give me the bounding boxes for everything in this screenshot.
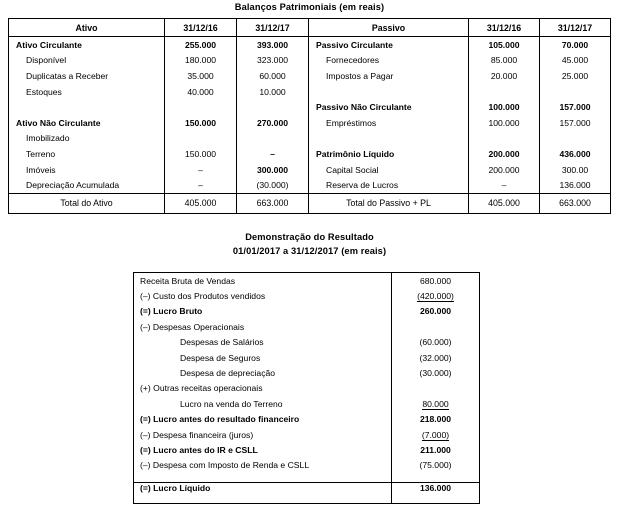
asset-value-2017: – [270,148,275,159]
liability-value-cell [540,146,610,162]
income-statement-row-value: 211.000 [420,444,451,455]
liability-value-2017: 70.000 [561,39,589,50]
asset-row-label: Duplicatas a Receber [26,70,109,81]
asset-row-label: Disponível [26,55,67,66]
liability-value-cell [540,68,610,84]
income-statement-row-label: Despesa de depreciação [180,368,276,379]
liability-value-cell [469,131,539,147]
income-statement-label-column [134,273,391,482]
asset-value-cell [165,146,236,162]
income-statement-row-value: (420.000) [417,291,454,302]
income-statement-title: Demonstração do Resultado [245,232,374,242]
income-statement-row [134,442,391,457]
asset-value-cell [165,177,236,193]
balance-sheet-table [8,18,611,214]
income-statement-row-label: (=) Lucro antes do resultado financeiro [140,414,300,425]
header-ativo: Ativo [9,19,165,37]
income-statement-row [134,350,391,365]
liability-value-2016: 100.000 [488,117,520,128]
income-statement-row-value: (32.000) [419,352,452,363]
asset-row-label: Ativo Circulante [16,39,82,50]
header-ativo-date-2016: 31/12/16 [165,19,237,37]
liability-value-2017: 136.000 [559,180,591,191]
liability-value-cell [540,115,610,131]
asset-row-label: Imóveis [26,164,56,175]
liability-value-2016: 100.000 [488,102,520,113]
income-statement-row [134,412,391,427]
income-statement-row-label: (=) Lucro antes do IR e CSLL [140,444,258,455]
asset-row [9,177,164,193]
asset-value-2016: 35.000 [187,70,214,81]
income-statement-row-label: (–) Custo dos Produtos vendidos [140,291,266,302]
asset-row-label: Depreciação Acumulada [26,180,120,191]
income-statement-value-cell [392,381,479,396]
asset-row-label: Imobilizado [26,133,70,144]
liability-value-2017: 45.000 [561,55,589,66]
liability-value-cell [540,37,610,53]
income-statement-row-label: (=) Lucro Bruto [140,306,203,317]
income-statement-value-cell [392,365,479,380]
liability-row [309,84,468,100]
liability-row [309,99,468,115]
liability-value-2016: 105.000 [488,39,520,50]
asset-value-2016: 40.000 [187,86,214,97]
income-statement-row [134,335,391,350]
liability-value-2017: 436.000 [559,148,591,159]
liability-row [309,146,468,162]
asset-value-cell [165,37,236,53]
liability-values-2016-column [469,37,539,193]
income-statement-value-cell [392,319,479,334]
total-passivo-pl-2016: 405.000 [469,193,540,213]
asset-value-cell [165,68,236,84]
header-ativo-date-2017: 31/12/17 [237,19,309,37]
income-statement-row [134,304,391,319]
income-statement-row [134,458,391,473]
income-statement-net-profit-row [134,483,480,504]
income-statement-spacer [134,473,391,482]
asset-row-label: Terreno [26,148,56,159]
income-statement-value-cell [392,304,479,319]
income-statement-row [134,427,391,442]
liability-row [309,68,468,84]
income-statement-title-block [0,232,619,256]
income-statement-row-label: Despesas de Salários [180,337,264,348]
asset-row [9,84,164,100]
balance-sheet-title: Balanços Patrimoniais (em reais) [234,2,385,12]
liability-label-column [309,37,468,193]
asset-value-2016: – [198,164,203,175]
asset-row [9,115,164,131]
income-statement-row [134,365,391,380]
liability-value-cell [469,53,539,69]
asset-value-cell [237,177,308,193]
income-statement-row-label: (+) Outras receitas operacionais [140,383,263,394]
liability-value-2017: 157.000 [559,117,591,128]
asset-value-2017: (30.000) [256,180,289,191]
income-statement-row-label: Lucro na venda do Terreno [180,398,283,409]
liability-row [309,162,468,178]
asset-label-column [9,37,164,193]
income-statement-row-label: Despesa de Seguros [180,352,261,363]
income-statement-row-value: (60.000) [419,337,452,348]
liability-row [309,177,468,193]
asset-value-cell [237,99,308,115]
income-statement-row-label: Receita Bruta de Vendas [140,275,236,286]
income-statement-row-value: (7.000) [421,429,450,440]
liability-value-cell [469,37,539,53]
liability-value-cell [540,53,610,69]
liability-value-cell [540,177,610,193]
asset-value-2016: – [198,180,203,191]
asset-value-2017: 270.000 [256,117,289,128]
liability-value-cell [540,162,610,178]
liability-value-cell [469,162,539,178]
header-passivo-date-2017: 31/12/17 [540,19,611,37]
asset-row-label: Ativo Não Circulante [16,117,101,128]
asset-row [9,37,164,53]
liability-row [309,53,468,69]
liability-value-cell [469,84,539,100]
liability-row [309,131,468,147]
liability-value-cell [540,131,610,147]
income-statement-row-value: 218.000 [419,414,452,425]
income-statement-row [134,288,391,303]
income-statement-row-value: (30.000) [419,368,452,379]
liability-value-2017: 25.000 [561,70,589,81]
header-passivo: Passivo [309,19,469,37]
liability-value-cell [469,177,539,193]
income-statement-row-value: 80.000 [422,398,449,409]
asset-value-2016: 180.000 [184,55,217,66]
liability-row-label: Patrimônio Líquido [316,148,395,159]
asset-value-cell [237,162,308,178]
liability-value-cell [540,99,610,115]
liability-value-cell [469,115,539,131]
net-profit-value: 136.000 [419,483,452,494]
liability-row-label: Capital Social [326,164,379,175]
header-passivo-date-2016: 31/12/16 [469,19,540,37]
income-statement-value-cell [392,273,479,288]
liability-value-cell [469,99,539,115]
income-statement-row [134,273,391,288]
asset-value-2016: 150.000 [184,117,217,128]
asset-value-cell [165,84,236,100]
liability-row [309,115,468,131]
income-statement-value-cell [392,350,479,365]
balance-sheet-header-row [9,19,611,37]
asset-value-cell [165,99,236,115]
asset-row [9,99,164,115]
liability-row-label: Reserva de Lucros [326,180,399,191]
liability-value-cell [540,84,610,100]
liability-row-label: Empréstimos [326,117,377,128]
asset-value-2017: 323.000 [256,55,289,66]
liability-row [309,37,468,53]
asset-value-2017: 300.000 [256,164,289,175]
liability-row-label: Passivo Circulante [316,39,393,50]
liability-value-2017: 300.00 [561,164,589,175]
asset-row [9,146,164,162]
income-statement-row-value: (75.000) [419,460,452,471]
liability-value-2016: 20.000 [490,70,518,81]
income-statement-body-row [134,273,480,483]
balance-sheet-total-row [9,193,611,213]
income-statement-value-cell [392,458,479,473]
total-ativo-label: Total do Ativo [9,193,165,213]
liability-value-cell [469,146,539,162]
liability-value-cell [469,68,539,84]
total-passivo-pl-label: Total do Passivo + PL [309,193,469,213]
asset-value-cell [237,68,308,84]
liability-value-2017: 157.000 [559,102,591,113]
income-statement-value-cell [392,335,479,350]
income-statement-value-column [392,273,479,482]
asset-row [9,131,164,147]
income-statement-row-label: (–) Despesa com Imposto de Renda e CSLL [140,460,310,471]
income-statement-row [134,319,391,334]
liability-value-2016: – [501,180,507,191]
liability-row-label: Passivo Não Circulante [316,102,412,113]
income-statement-row-value: 680.000 [419,275,452,286]
asset-values-2017-column [237,37,308,193]
asset-row [9,53,164,69]
income-statement-value-cell [392,427,479,442]
liability-row-label: Impostos a Pagar [326,70,394,81]
balance-sheet-body-row [9,37,611,194]
income-statement-value-cell [392,442,479,457]
asset-value-cell [237,131,308,147]
asset-row [9,162,164,178]
asset-value-2017: 393.000 [256,39,289,50]
asset-value-2017: 60.000 [259,70,286,81]
total-ativo-2016: 405.000 [165,193,237,213]
income-statement-row-label: (–) Despesas Operacionais [140,321,245,332]
asset-value-cell [237,37,308,53]
liability-value-2016: 85.000 [490,55,518,66]
asset-value-cell [165,53,236,69]
asset-values-2016-column [165,37,236,193]
total-passivo-pl-2017: 663.000 [540,193,611,213]
asset-row [9,68,164,84]
asset-value-cell [237,53,308,69]
income-statement-row [134,381,391,396]
income-statement-spacer [392,473,479,482]
asset-value-cell [165,131,236,147]
income-statement-row [134,396,391,411]
liability-row-label: Fornecedores [326,55,380,66]
income-statement-value-cell [392,412,479,427]
income-statement-row-label: (–) Despesa financeira (juros) [140,429,254,440]
liability-values-2017-column [540,37,610,193]
liability-value-2016: 200.000 [488,148,520,159]
income-statement-value-cell [392,396,479,411]
asset-value-cell [165,162,236,178]
income-statement-table [133,272,480,504]
asset-value-cell [237,115,308,131]
asset-row-label: Estoques [26,86,62,97]
asset-value-2016: 255.000 [184,39,217,50]
asset-value-cell [165,115,236,131]
total-ativo-2017: 663.000 [237,193,309,213]
asset-value-2017: 10.000 [259,86,286,97]
net-profit-label: (=) Lucro Líquido [140,483,211,494]
liability-value-2016: 200.000 [488,164,520,175]
asset-value-cell [237,84,308,100]
income-statement-row-value: 260.000 [419,306,452,317]
asset-value-cell [237,146,308,162]
asset-value-2016: 150.000 [184,148,217,159]
income-statement-value-cell [392,288,479,303]
income-statement-period: 01/01/2017 a 31/12/2017 (em reais) [232,246,387,256]
